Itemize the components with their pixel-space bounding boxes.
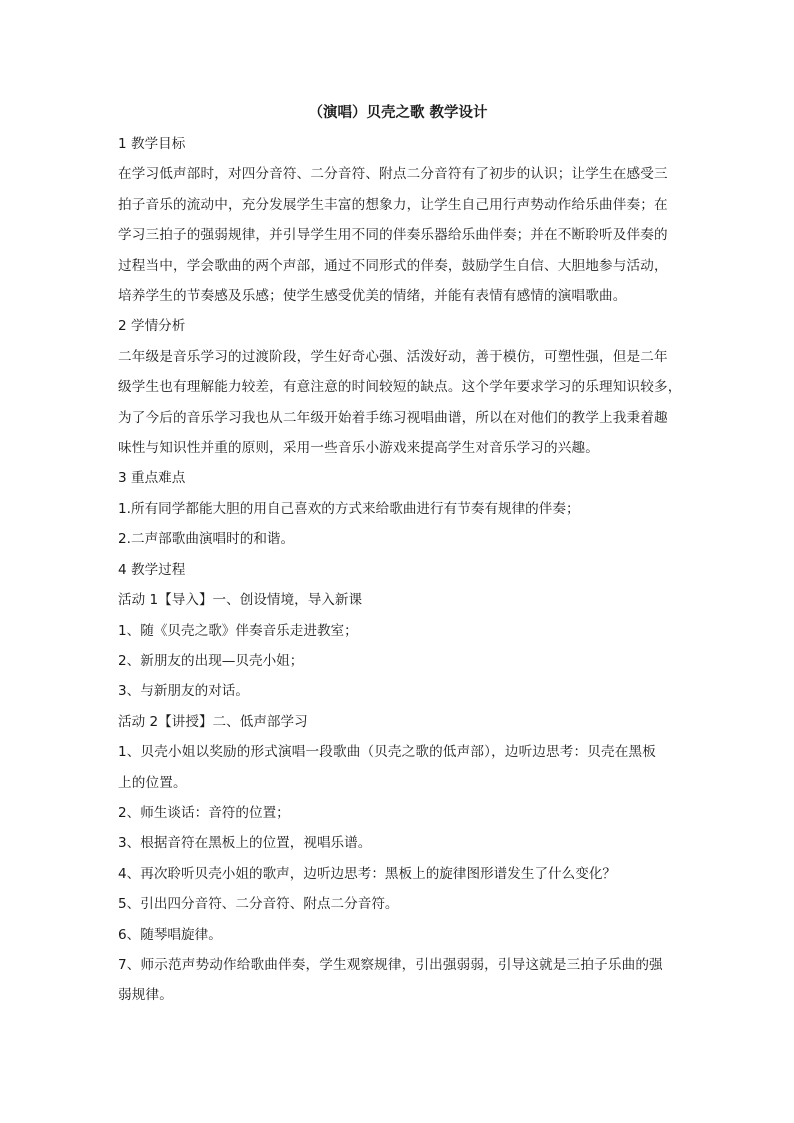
paragraph-line: 上的位置。 bbox=[118, 774, 187, 791]
paragraph-line: 为了今后的音乐学习我也从二年级开始着手练习视唱曲谱，所以在对他们的教学上我秉着趣 bbox=[118, 409, 668, 426]
list-item: 2.二声部歌曲演唱时的和谐。 bbox=[118, 531, 295, 548]
activity2-item1 bbox=[118, 737, 678, 798]
list-item: 2、师生谈话：音符的位置； bbox=[118, 804, 290, 821]
section-heading-analysis: 2 学情分析 bbox=[118, 318, 186, 335]
paragraph-line: 拍子音乐的流动中，充分发展学生丰富的想象力，让学生自己用行声势动作给乐曲伴奏；在 bbox=[118, 196, 668, 213]
list-item: 6、随琴唱旋律。 bbox=[118, 926, 222, 943]
analysis-paragraph bbox=[118, 342, 682, 464]
list-item: 2、新朋友的出现—贝壳小姐； bbox=[118, 652, 304, 669]
paragraph-line: 培养学生的节奏感及乐感；使学生感受优美的情绪，并能有表情有感情的演唱歌曲。 bbox=[118, 288, 627, 305]
list-item: 1.所有同学都能大胆的用自己喜欢的方式来给歌曲进行有节奏有规律的伴奏； bbox=[118, 500, 580, 517]
document-body bbox=[118, 101, 682, 1011]
list-item: 3、根据音符在黑板上的位置，视唱乐谱。 bbox=[118, 835, 372, 852]
section-heading-key-points: 3 重点难点 bbox=[118, 470, 186, 487]
section-heading-process: 4 教学过程 bbox=[118, 561, 186, 578]
paragraph-line: 1、贝壳小姐以奖励的形式演唱一段歌曲（贝壳之歌的低声部），边听边思考：贝壳在黑板 bbox=[118, 744, 657, 761]
paragraph-line: 过程当中，学会歌曲的两个声部，通过不同形式的伴奏，鼓励学生自信、大胆地参与活动， bbox=[118, 257, 668, 274]
list-item: 5、引出四分音符、二分音符、附点二分音符。 bbox=[118, 896, 399, 913]
list-item: 4、再次聆听贝壳小姐的歌声，边听边思考：黑板上的旋律图形谱发生了什么变化？ bbox=[118, 865, 617, 882]
list-item: 3、与新朋友的对话。 bbox=[118, 683, 249, 700]
paragraph-line: 级学生也有理解能力较差，有意注意的时间较短的缺点。这个学年要求学习的乐理知识较多， bbox=[118, 379, 682, 396]
paragraph-line: 学习三拍子的强弱规律，并引导学生用不同的伴奏乐器给乐曲伴奏；并在不断聆听及伴奏的 bbox=[118, 227, 668, 244]
activity-heading-lecture: 活动 2【讲授】二、低声部学习 bbox=[118, 713, 308, 730]
activity-heading-intro: 活动 1【导入】一、创设情境，导入新课 bbox=[118, 592, 363, 609]
objectives-paragraph bbox=[118, 159, 678, 311]
paragraph-line: 在学习低声部时，对四分音符、二分音符、附点二分音符有了初步的认识；让学生在感受三 bbox=[118, 166, 668, 183]
paragraph-line: 7、师示范声势动作给歌曲伴奏，学生观察规律，引出强弱弱，引导这就是三拍子乐曲的强 bbox=[118, 956, 663, 973]
page-title: （演唱）贝壳之歌 教学设计 bbox=[308, 105, 488, 121]
section-heading-objectives: 1 教学目标 bbox=[118, 136, 186, 152]
list-item: 1、随《贝壳之歌》伴奏音乐走进教室； bbox=[118, 622, 358, 639]
paragraph-line: 二年级是音乐学习的过渡阶段，学生好奇心强、活泼好动，善于模仿，可塑性强，但是二年 bbox=[118, 348, 668, 365]
paragraph-line: 弱规律。 bbox=[118, 987, 173, 1004]
activity2-item7 bbox=[118, 950, 678, 1011]
paragraph-line: 味性与知识性并重的原则，采用一些音乐小游戏来提高学生对音乐学习的兴趣。 bbox=[118, 440, 600, 457]
